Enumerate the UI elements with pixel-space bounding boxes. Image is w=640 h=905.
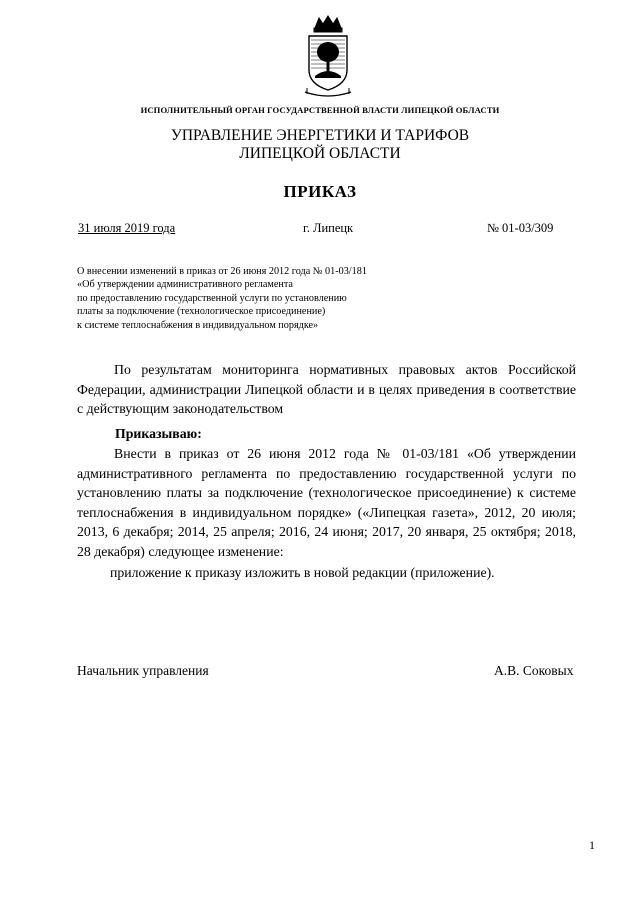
document-type-title: ПРИКАЗ	[283, 182, 357, 201]
signatory-name: А.В. Соковых	[494, 663, 574, 678]
document-number: № 01-03/309	[487, 221, 554, 235]
order-word: Приказываю:	[115, 426, 202, 441]
subject-line: платы за подключение (технологическое присоединение)	[77, 306, 326, 318]
authority-name: ИСПОЛНИТЕЛЬНЫЙ ОРГАН ГОСУДАРСТВЕННОЙ ВЛАСТИ ЛИПЕЦКОЙ ОБЛАСТИ	[140, 105, 500, 115]
document-date: 31 июля 2019 года	[78, 221, 176, 235]
coat-of-arms-icon	[301, 14, 355, 98]
preamble-paragraph: По результатам мониторинга нормативных правовых актов Российской Федерации, администрации Липецкой области и в целях приведения в соответствие с действующим законодательством	[77, 362, 576, 417]
subject-line: «Об утверждении административного регламента	[77, 279, 293, 291]
department-name-line1: УПРАВЛЕНИЕ ЭНЕРГЕТИКИ И ТАРИФОВ	[170, 127, 470, 144]
signatory-position: Начальник управления	[77, 663, 209, 678]
page-number: 1	[589, 838, 595, 852]
document-city: г. Липецк	[303, 221, 354, 235]
order-clause: приложение к приказу изложить в новой редакции (приложение).	[110, 565, 495, 580]
document-subject	[77, 265, 497, 332]
subject-line: по предоставлению государственной услуги по установлению	[77, 292, 347, 304]
department-name-line2: ЛИПЕЦКОЙ ОБЛАСТИ	[239, 145, 401, 162]
subject-line: к системе теплоснабжения в индивидуальном порядке»	[77, 319, 319, 331]
subject-line: О внесении изменений в приказ от 26 июня 2012 года № 01-03/181	[77, 266, 367, 277]
main-order-paragraph: Внести в приказ от 26 июня 2012 года № 01-03/181 «Об утверждении административного регламента по предоставлению государственной услуги по установлению платы за подключение (технологическое присоединение) к системе теплоснабжения в индивидуальном порядке» («Липецкая газета», 2012, 20 июля; 2013, 6 декабря; 2014, 25 апреля; 2016, 24 июня; 2017, 20 января, 25 октября; 2018, 28 декабря) следующее изменение:	[77, 446, 576, 559]
